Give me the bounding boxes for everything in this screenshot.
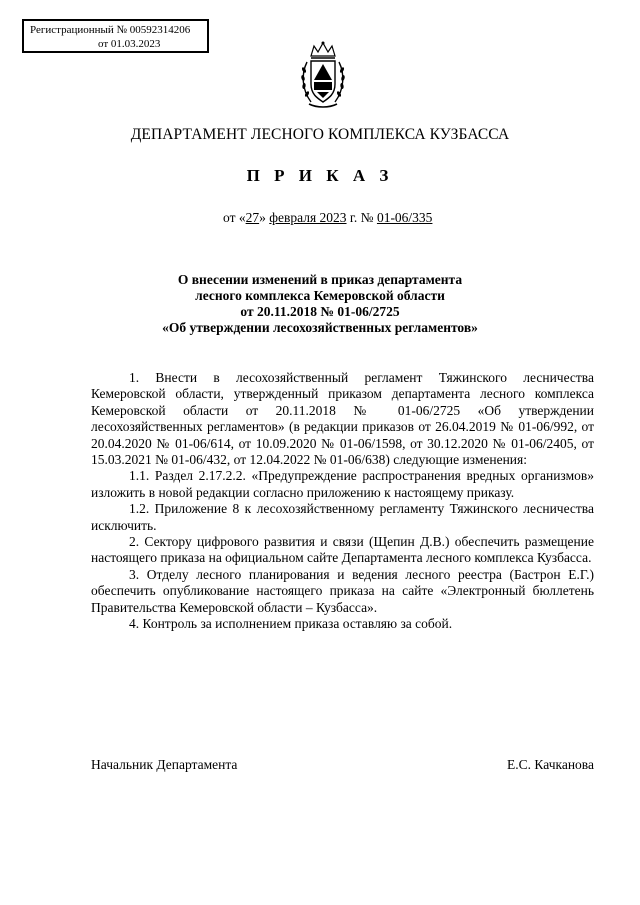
signature-block xyxy=(91,757,594,775)
document-type: П Р И К А З xyxy=(246,166,394,185)
title-line: О внесении изменений в приказ департамента xyxy=(177,272,463,287)
title-line: от 20.11.2018 № 01-06/2725 xyxy=(240,304,400,319)
date-suffix: г. № xyxy=(346,210,377,225)
order-title xyxy=(0,272,640,336)
department-name: ДЕПАРТАМЕНТ ЛЕСНОГО КОМПЛЕКСА КУЗБАССА xyxy=(130,126,510,143)
title-line: лесного комплекса Кемеровской области xyxy=(195,288,445,303)
registration-number: Регистрационный № 00592314206 xyxy=(30,24,191,36)
order-paragraph-1: 1. Внести в лесохозяйственный регламент Тяжинского лесничества Кемеровской области, утвержденный приказом департамента лесного комплекса Кемеровской области от 20.11.2018 № 01-06/2725 «Об утверждении лесохозяйственных регламентов» (в редакции приказов от 26.04.2019 № 01-06/992, от 20.04.2020 № 01-06/614, от 10.09.2020 № 01-06/1598, от 30.12.2020 № 01-06/2405, от 15.03.2021 № 01-06/432, от 12.04.2022 № 01-06/638) следующие изменения: xyxy=(91,370,594,468)
order-paragraph-1-2: 1.2. Приложение 8 к лесохозяйственному регламенту Тяжинского лесничества исключить. xyxy=(91,501,594,533)
registration-date: от 01.03.2023 xyxy=(98,38,161,50)
order-paragraph-3: 3. Отделу лесного планирования и ведения лесного реестра (Бастрон Е.Г.) обеспечить опубликование настоящего приказа на сайте «Электронный бюллетень Правительства Кемеровской области – Кузбасса». xyxy=(91,566,594,615)
order-paragraph-1-1: 1.1. Раздел 2.17.2.2. «Предупреждение распространения вредных организмов» изложить в новой редакции согласно приложению к настоящему приказу. xyxy=(91,468,594,500)
order-paragraph-4: 4. Контроль за исполнением приказа оставляю за собой. xyxy=(129,616,453,632)
order-paragraph-2: 2. Сектору цифрового развития и связи (Щепин Д.В.) обеспечить размещение настоящего приказа на официальном сайте Департамента лесного комплекса Кузбасса. xyxy=(91,534,594,566)
order-body xyxy=(91,370,594,633)
order-date-line xyxy=(223,210,432,226)
kuzbass-coat-of-arms-icon xyxy=(299,40,347,110)
title-line: «Об утверждении лесохозяйственных регламентов» xyxy=(162,320,478,335)
date-prefix: от « xyxy=(223,210,246,225)
date-month-year: февраля 2023 xyxy=(269,210,347,225)
order-number: 01-06/335 xyxy=(376,210,433,225)
signatory-name: Е.С. Качканова xyxy=(507,757,594,772)
date-quote: » xyxy=(259,210,270,225)
signatory-position: Начальник Департамента xyxy=(91,757,238,772)
registration-stamp xyxy=(22,19,209,53)
date-day: 27 xyxy=(245,210,260,225)
